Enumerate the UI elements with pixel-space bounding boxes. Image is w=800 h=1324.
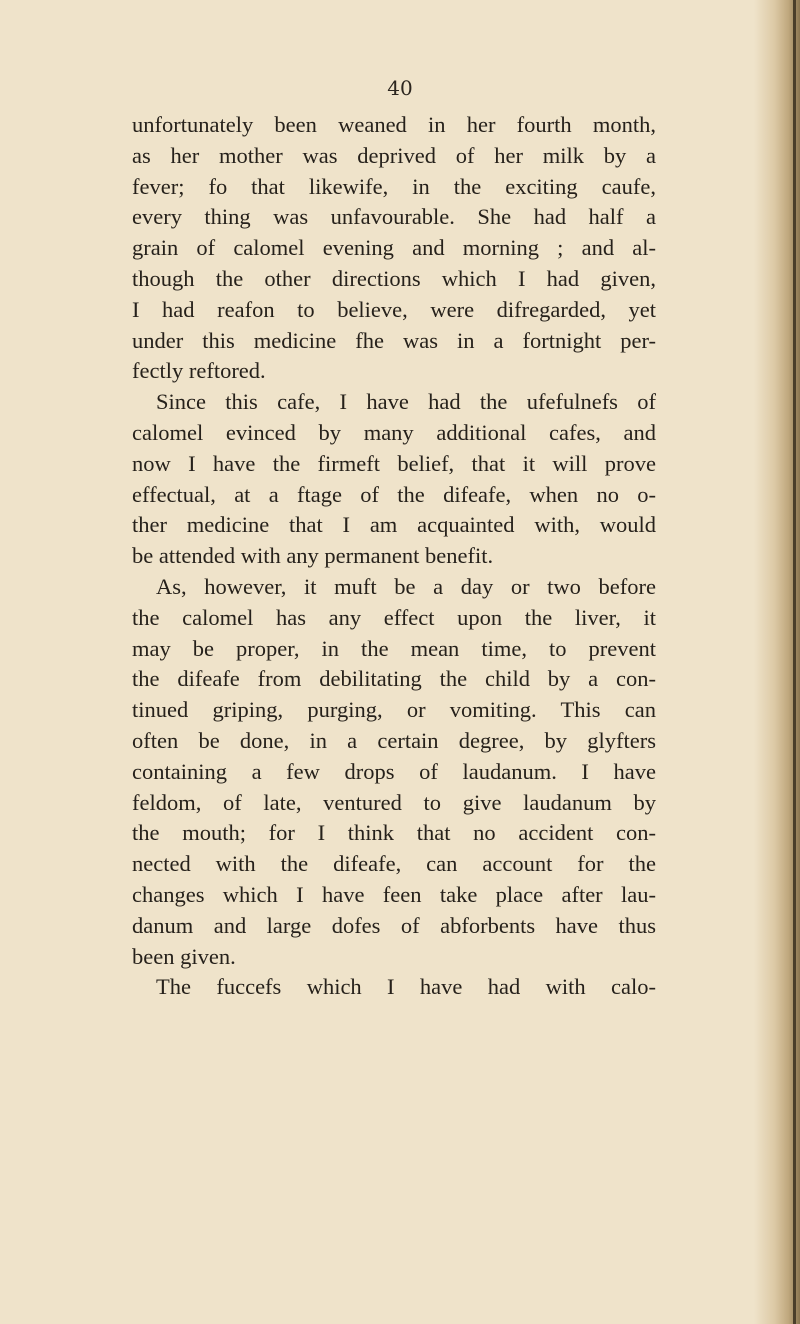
page-edge-line (793, 0, 796, 1324)
text-line: feldom, of late, ventured to give laudanum by (132, 789, 656, 815)
text-line: As, however, it muft be a day or two before (156, 573, 656, 599)
text-line: danum and large dofes of abforbents have thus (132, 912, 656, 938)
body-text (132, 110, 656, 1003)
text-line: often be done, in a certain degree, by glyfters (132, 727, 656, 753)
text-line: effectual, at a ftage of the difeafe, when no o- (132, 481, 656, 507)
text-line: be attended with any permanent benefit. (132, 543, 494, 569)
text-line: fectly reftored. (132, 358, 266, 384)
text-line: though the other directions which I had given, (132, 265, 656, 291)
page-number: 40 (387, 76, 413, 100)
text-line: the calomel has any effect upon the liver, it (132, 604, 656, 630)
text-line: as her mother was deprived of her milk by a (132, 142, 656, 168)
text-line: grain of calomel evening and morning ; and al- (132, 235, 656, 261)
text-line: under this medicine fhe was in a fortnight per- (132, 327, 656, 353)
text-line: may be proper, in the mean time, to prevent (132, 635, 656, 661)
text-line: The fuccefs which I have had with calo- (156, 974, 656, 1000)
text-line: nected with the difeafe, can account for the (132, 851, 656, 877)
text-line: now I have the firmeft belief, that it will prove (132, 450, 656, 476)
text-line: changes which I have feen take place after lau- (132, 881, 656, 907)
text-line: the mouth; for I think that no accident con- (132, 820, 656, 846)
text-line: unfortunately been weaned in her fourth month, (132, 112, 656, 137)
text-line: tinued griping, purging, or vomiting. This can (132, 697, 656, 723)
text-line: the difeafe from debilitating the child by a con- (132, 666, 656, 692)
text-line: been given. (132, 943, 236, 969)
text-line: fever; fo that likewife, in the exciting caufe, (132, 173, 656, 199)
text-line: ther medicine that I am acquainted with, would (132, 512, 656, 538)
text-line: every thing was unfavourable. She had half a (132, 204, 656, 230)
text-line: calomel evinced by many additional cafes, and (132, 419, 656, 445)
text-line: Since this cafe, I have had the ufefulnefs of (156, 389, 656, 415)
text-line: I had reafon to believe, were difregarded, yet (132, 296, 656, 322)
text-line: containing a few drops of laudanum. I have (132, 758, 656, 784)
